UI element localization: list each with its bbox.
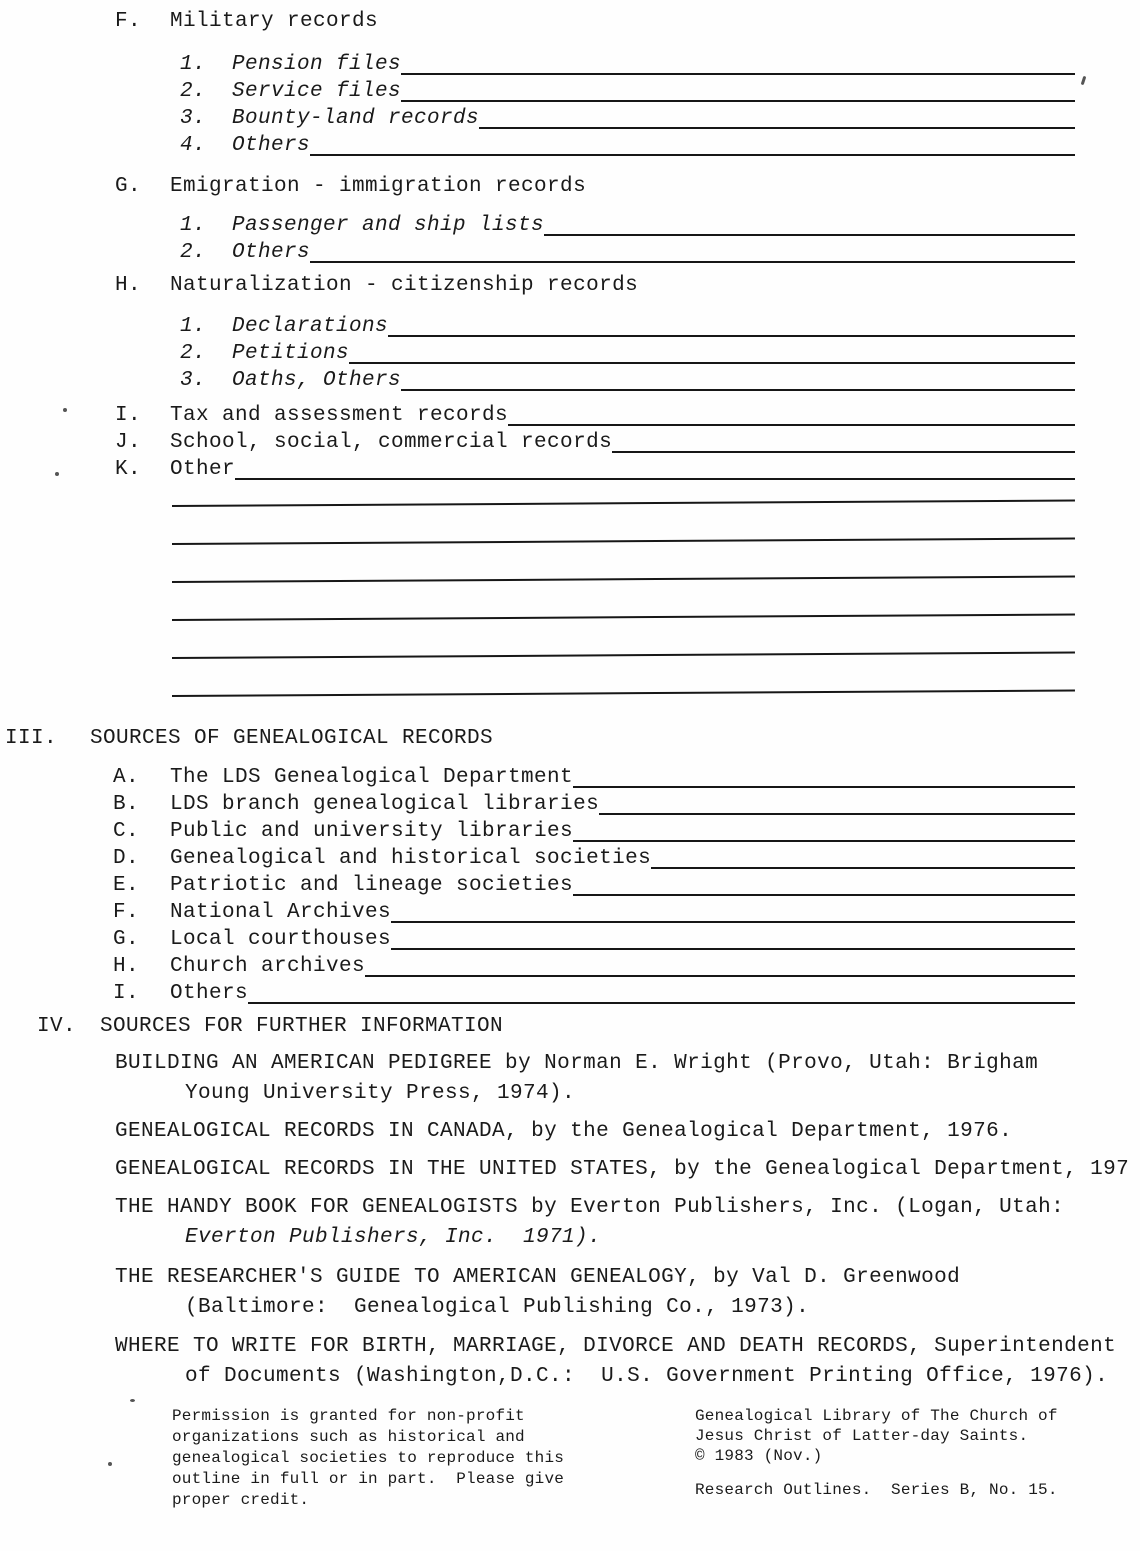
bib-line: WHERE TO WRITE FOR BIRTH, MARRIAGE, DIVORCE AND DEATH RECORDS, Superintendent [115,1335,1117,1358]
scan-speck [63,408,67,412]
series-number-line: Research Outlines. Series B, No. 15. [695,1481,1058,1499]
blank-answer-line [544,212,1075,239]
blank-writing-lines [172,497,1075,725]
section-f-items [180,51,1075,159]
item-label: National Archives [170,901,392,924]
item-label: Pension files [232,53,402,76]
item-lds-branch-libraries [113,791,1075,818]
blank-writing-line [172,535,1075,573]
scan-speck [108,1462,112,1466]
credit-line: Genealogical Library of The Church of [695,1407,1058,1425]
section-title: Emigration - immigration records [170,175,587,198]
item-number: 2. [180,80,207,103]
section-title: Military records [170,10,379,33]
scan-speck [55,472,59,476]
page-footer [0,1406,1140,1511]
blank-answer-line [573,818,1075,845]
item-number: 3. [180,107,207,130]
scan-speck [1081,76,1087,85]
permission-line: genealogical societies to reproduce this [172,1449,565,1467]
item-label: Local courthouses [170,928,392,951]
item-label: Church archives [170,955,366,978]
item-letter: C. [113,820,140,843]
blank-answer-line [248,980,1075,1007]
item-label: Tax and assessment records [170,404,509,427]
section-letter: H. [115,274,142,297]
section-g-items [180,212,1075,266]
item-letter: H. [113,955,140,978]
item-label: School, social, commercial records [170,431,613,454]
item-label: The LDS Genealogical Department [170,766,574,789]
blank-writing-line [172,497,1075,535]
blank-answer-line [508,402,1075,429]
section-letter: F. [115,10,142,33]
bib-line: (Baltimore: Genealogical Publishing Co., 1973). [185,1296,810,1319]
permission-line: outline in full or in part. Please give [172,1470,565,1488]
publisher-credit [695,1406,1058,1511]
blank-answer-line [401,78,1075,105]
blank-answer-line [401,367,1075,394]
blank-answer-line [310,132,1075,159]
item-oaths-others [180,367,1075,394]
section-iv-heading [37,1013,1140,1040]
blank-writing-line [172,687,1075,725]
blank-answer-line [401,51,1075,78]
section-letter: G. [115,175,142,198]
blank-answer-line [349,340,1075,367]
item-label: Petitions [232,342,350,365]
bibliography-entry-where-to-write [115,1332,1140,1392]
item-letter: I. [113,982,140,1005]
item-letter: K. [115,458,142,481]
credit-line: Jesus Christ of Latter-day Saints. [695,1427,1029,1445]
bib-line: GENEALOGICAL RECORDS IN THE UNITED STATES, by the Genealogical Department, 197 [115,1158,1130,1181]
item-others-g [180,239,1075,266]
item-label: Bounty-land records [232,107,480,130]
blank-answer-line [391,899,1075,926]
blank-answer-line [479,105,1075,132]
item-label: Others [232,134,311,157]
item-label: Public and university libraries [170,820,574,843]
blank-answer-line [599,791,1075,818]
item-letter: J. [115,431,142,454]
item-others-f [180,132,1075,159]
blank-answer-line [388,313,1075,340]
bib-line: Young University Press, 1974). [185,1082,576,1105]
item-label: Other [170,458,236,481]
item-label: Others [170,982,249,1005]
item-school-social-commercial [115,429,1075,456]
bib-line: Everton Publishers, Inc. 1971). [185,1226,602,1249]
item-public-university-libraries [113,818,1075,845]
item-genealogical-historical-societies [113,845,1075,872]
section-h-heading [115,272,1140,299]
item-pension-files [180,51,1075,78]
item-number: 1. [180,53,207,76]
item-letter: D. [113,847,140,870]
bib-line: of Documents (Washington,D.C.: U.S. Government Printing Office, 1976). [185,1365,1109,1388]
permission-line: proper credit. [172,1491,310,1509]
item-label: Patriotic and lineage societies [170,874,574,897]
item-label: Service files [232,80,402,103]
item-patriotic-lineage-societies [113,872,1075,899]
bibliography-entry-handy-book [115,1193,1140,1253]
item-letter: I. [115,404,142,427]
blank-answer-line [365,953,1075,980]
blank-writing-line [172,611,1075,649]
item-declarations [180,313,1075,340]
letter-items [115,402,1075,483]
section-title: Naturalization - citizenship records [170,274,639,297]
item-letter: E. [113,874,140,897]
blank-answer-line [573,872,1075,899]
item-national-archives [113,899,1075,926]
item-label: Declarations [232,315,389,338]
scan-speck [130,1399,135,1402]
item-letter: B. [113,793,140,816]
item-number: 1. [180,315,207,338]
item-number: 1. [180,214,207,237]
item-letter: F. [113,901,140,924]
item-petitions [180,340,1075,367]
item-other-k [115,456,1075,483]
section-numeral: IV. [37,1015,77,1038]
bibliography-entry-building-pedigree [115,1049,1140,1109]
blank-answer-line [573,764,1075,791]
item-label: Passenger and ship lists [232,214,545,237]
item-service-files [180,78,1075,105]
bibliography-entry-records-united-states [115,1155,1140,1185]
bib-line: BUILDING AN AMERICAN PEDIGREE by Norman E. Wright (Provo, Utah: Brigham [115,1052,1039,1075]
bibliography-entry-records-canada [115,1117,1140,1147]
item-label: Oaths, Others [232,369,402,392]
item-letter: A. [113,766,140,789]
blank-answer-line [310,239,1075,266]
blank-writing-line [172,573,1075,611]
blank-answer-line [612,429,1075,456]
bib-line: GENEALOGICAL RECORDS IN CANADA, by the Genealogical Department, 1976. [115,1120,1013,1143]
copyright-line: © 1983 (Nov.) [695,1447,823,1465]
permission-line: Permission is granted for non-profit [172,1407,525,1425]
item-number: 3. [180,369,207,392]
item-lds-genealogical-department [113,764,1075,791]
item-label: Genealogical and historical societies [170,847,652,870]
bibliography-entry-researchers-guide [115,1263,1140,1323]
item-local-courthouses [113,926,1075,953]
bib-line: THE RESEARCHER'S GUIDE TO AMERICAN GENEALOGY, by Val D. Greenwood [115,1266,961,1289]
blank-answer-line [391,926,1075,953]
blank-answer-line [651,845,1075,872]
item-label: LDS branch genealogical libraries [170,793,600,816]
section-iii-items [113,764,1075,1007]
item-number: 2. [180,342,207,365]
item-label: Others [232,241,311,264]
section-iii-heading [5,725,1140,752]
item-passenger-ship-lists [180,212,1075,239]
item-bounty-land-records [180,105,1075,132]
item-letter: G. [113,928,140,951]
section-numeral: III. [5,727,58,750]
bib-line: THE HANDY BOOK FOR GENEALOGISTS by Everton Publishers, Inc. (Logan, Utah: [115,1196,1065,1219]
item-others-iii [113,980,1075,1007]
item-church-archives [113,953,1075,980]
permission-line: organizations such as historical and [172,1428,525,1446]
item-number: 2. [180,241,207,264]
item-tax-assessment [115,402,1075,429]
blank-answer-line [235,456,1075,483]
section-title: SOURCES FOR FURTHER INFORMATION [100,1015,504,1038]
section-g-heading [115,173,1140,200]
section-f-heading [115,8,1140,35]
permission-notice [172,1406,622,1511]
item-number: 4. [180,134,207,157]
blank-writing-line [172,649,1075,687]
section-h-items [180,313,1075,394]
section-title: SOURCES OF GENEALOGICAL RECORDS [90,727,494,750]
